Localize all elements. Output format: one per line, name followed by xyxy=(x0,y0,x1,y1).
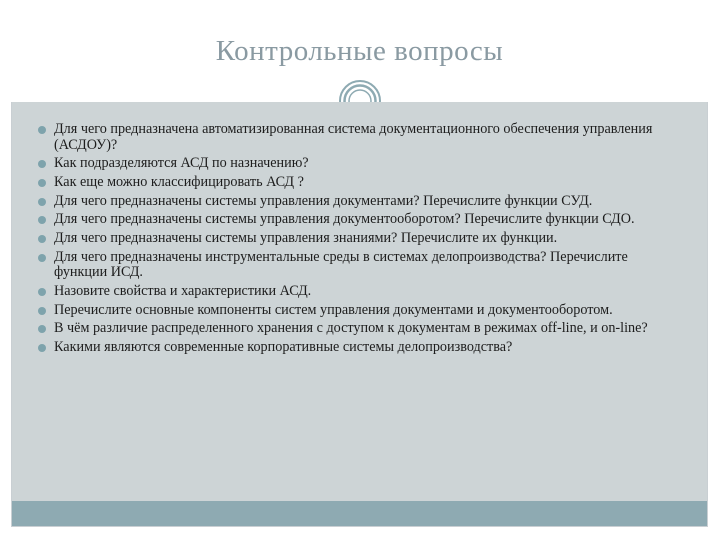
list-item xyxy=(38,303,678,319)
list-item xyxy=(38,122,678,153)
question-text: Как подразделяются АСД по назначению? xyxy=(54,155,309,172)
list-item xyxy=(38,175,678,191)
bullet-icon xyxy=(38,344,46,352)
questions-list xyxy=(38,122,678,359)
question-text: Перечислите основные компоненты систем управления документами и документооборотом. xyxy=(54,301,613,318)
bullet-icon xyxy=(38,160,46,168)
bullet-icon xyxy=(38,179,46,187)
question-text: Для чего предназначена автоматизированная система документационного обеспечения управления (АСДОУ)? xyxy=(54,121,653,153)
list-item xyxy=(38,321,678,337)
bullet-icon xyxy=(38,198,46,206)
bullet-icon xyxy=(38,126,46,134)
list-item xyxy=(38,284,678,300)
bullet-icon xyxy=(38,254,46,262)
slide-title: Контрольные вопросы xyxy=(215,35,504,67)
list-item xyxy=(38,231,678,247)
question-text: Для чего предназначены системы управления знаниями? Перечислите их функции. xyxy=(54,229,558,246)
bullet-icon xyxy=(38,288,46,296)
question-text: Какими являются современные корпоративные системы делопроизводства? xyxy=(54,338,513,355)
question-text: Для чего предназначены системы управления документооборотом? Перечислите функции СДО. xyxy=(54,211,635,228)
bullet-icon xyxy=(38,307,46,315)
question-text: Для чего предназначены инструментальные среды в системах делопроизводства? Перечислите функции ИСД. xyxy=(54,248,628,281)
question-text: Как еще можно классифицировать АСД ? xyxy=(54,173,304,190)
list-item xyxy=(38,194,678,210)
question-text: Для чего предназначены системы управления документами? Перечислите функции СУД. xyxy=(54,192,593,209)
bullet-icon xyxy=(38,235,46,243)
list-item xyxy=(38,212,678,228)
bullet-icon xyxy=(38,216,46,224)
question-text: В чём различие распределенного хранения с доступом к документам в режимах off-line, и on-line? xyxy=(54,320,648,337)
footer-bar xyxy=(12,501,707,526)
list-item xyxy=(38,340,678,356)
bullet-icon xyxy=(38,325,46,333)
list-item xyxy=(38,250,678,281)
list-item xyxy=(38,156,678,172)
question-text: Назовите свойства и характеристики АСД. xyxy=(54,282,312,299)
